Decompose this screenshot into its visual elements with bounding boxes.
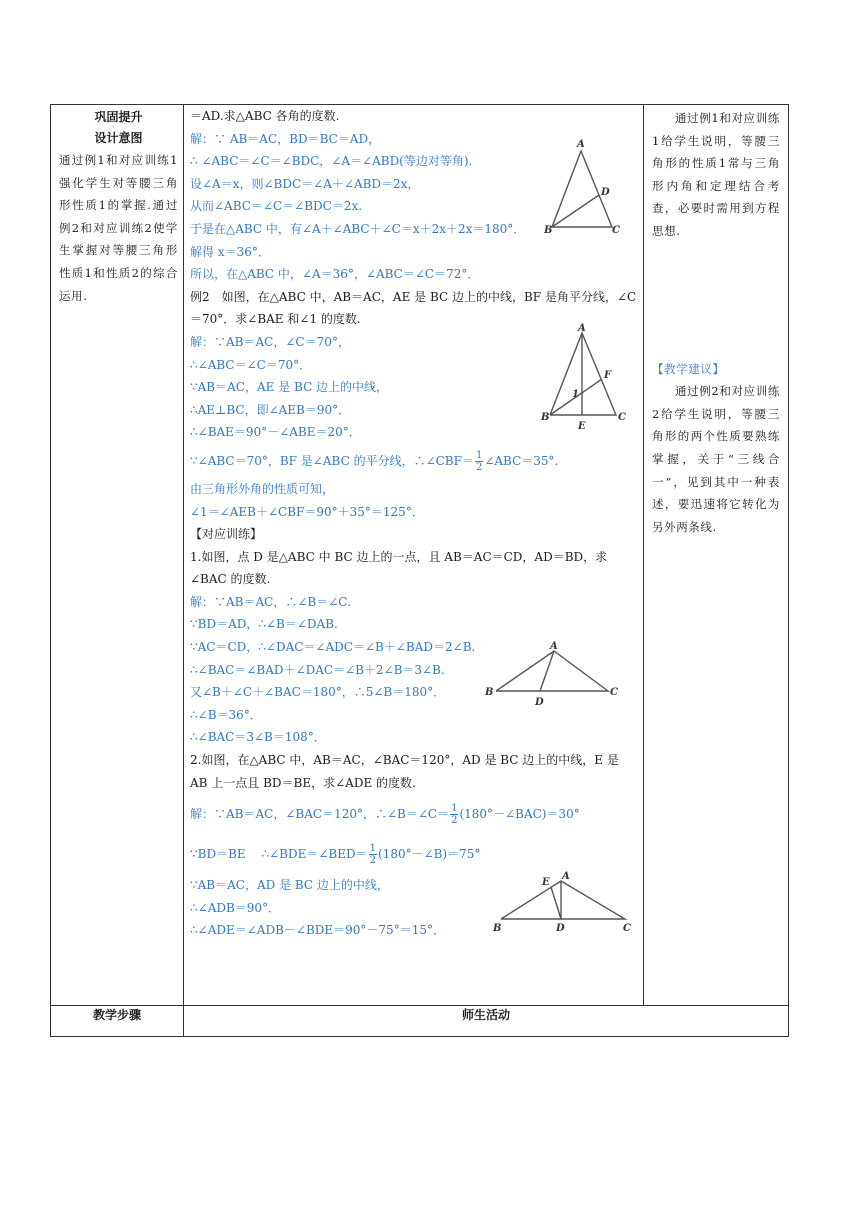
t2-line2-prefix: ∵BD＝BE ∴∠BDE＝∠BED＝ [190, 847, 368, 862]
solution-line: 解：∵ AB＝AC，BD＝BC＝AD， [190, 131, 381, 146]
fig1-label-d: D [601, 187, 610, 198]
training-1-statement: 1.如图，点 D 是△ABC 中 BC 边上的一点，且 AB＝AC＝CD，AD＝BD，求∠BAC 的度数. [190, 549, 608, 587]
solution-line: 解：∵AB＝AC，∴∠B＝∠C. [190, 594, 351, 609]
solution-line: ∵AB＝AC，AD 是 BC 边上的中线， [190, 878, 389, 893]
solution-line: 设∠A＝x，则∠BDC＝∠A＋∠ABD＝2x， [190, 176, 420, 191]
example-2-conclusion [190, 478, 639, 523]
t2-line2-suffix: (180°－∠B)＝75° [378, 847, 481, 862]
teaching-steps-header: 教学步骤 [51, 1006, 184, 1037]
fig2-label-e: E [578, 421, 586, 431]
solution-line: 又∠B＋∠C＋∠BAC＝180°，∴5∠B＝180°． [190, 685, 446, 700]
fig3-label-a: A [550, 641, 558, 652]
section-title: 巩固提升 [94, 110, 143, 124]
training-2-line-1 [190, 794, 639, 834]
teaching-suggestion-title: 【教学建议】 [652, 361, 725, 376]
t2-line1-suffix: (180°－∠BAC)＝30° [459, 807, 580, 822]
fig4-label-e: E [542, 877, 550, 888]
solution-line: ∴∠BAE＝90°－∠ABE＝20°． [190, 425, 361, 440]
solution-line: ∴ ∠ABC＝∠C＝∠BDC，∠A＝∠ABD(等边对等角). [190, 154, 473, 169]
solution-line: 解：∵AB＝AC，∠C＝70°， [190, 334, 350, 349]
solution-line: ∴∠BAC＝∠BAD＋∠DAC＝∠B＋2∠B＝3∠B. [190, 662, 445, 677]
fraction-numerator: 1 [451, 803, 458, 815]
figure-example-1 [544, 135, 624, 239]
fraction-denominator: 2 [369, 855, 376, 867]
fig1-label-a: A [577, 139, 585, 150]
fig2-label-f: F [604, 370, 612, 381]
frac-line-prefix: ∵∠ABC＝70°，BF 是∠ABC 的平分线，∴∠CBF＝ [190, 453, 474, 468]
solution-line: ∴∠BAC＝3∠B＝108°． [190, 730, 326, 745]
solution-line: 由三角形外角的性质可知， [190, 481, 335, 496]
design-intent-text: 通过例1和对应训练1强化学生对等腰三角形性质1的掌握.通过例2和对应训练2使学生掌握对等腰三角形性质1和性质2的综合运用. [59, 153, 178, 303]
example-2-fraction-line [190, 444, 639, 478]
content-cell [184, 105, 644, 1006]
fig2-label-b: B [541, 412, 550, 423]
fraction-numerator: 1 [369, 843, 376, 855]
figure-training-2 [489, 869, 639, 943]
solution-line: ∴∠ABC＝∠C＝70°． [190, 357, 312, 372]
fig3-label-d: D [535, 697, 544, 708]
solution-line: ∠1＝∠AEB＋∠CBF＝90°＋35°＝125°． [190, 504, 424, 519]
fig1-label-c: C [612, 225, 620, 235]
note-example-2: 通过例2和对应训练2给学生说明，等腰三角形的两个性质要熟练掌握，关于“三线合一”，见到其中一种表述，要迅速将它转化为另外两条线. [652, 384, 780, 534]
lesson-table [50, 104, 789, 1037]
training-2-statement: 2.如图，在△ABC 中，AB＝AC，∠BAC＝120°，AD 是 BC 边上的中线，E 是 AB 上一点且 BD＝BE，求∠ADE 的度数. [190, 753, 619, 790]
t2-line1-prefix: 解：∵AB＝AC，∠BAC＝120°，∴∠B＝∠C＝ [190, 807, 450, 822]
fig4-label-a: A [562, 871, 570, 882]
fig4-label-b: B [493, 923, 502, 934]
fig2-label-c: C [618, 412, 626, 423]
solution-line: 从而∠ABC＝∠C＝∠BDC＝2x. [190, 199, 363, 214]
notes-cell [644, 105, 789, 1006]
fig3-label-c: C [610, 687, 618, 698]
solution-line: ∵AC＝CD，∴∠DAC＝∠ADC＝∠B＋∠BAD＝2∠B. [190, 640, 476, 655]
fig2-label-a: A [578, 323, 586, 334]
design-intent-cell [51, 105, 184, 1006]
fraction-denominator: 2 [451, 815, 458, 827]
fraction-half [450, 803, 458, 826]
fig2-label-1: 1 [572, 389, 579, 400]
fig4-label-d: D [556, 923, 565, 934]
teacher-student-activity-header: 师生活动 [184, 1006, 789, 1037]
fig1-label-b: B [544, 225, 553, 235]
fig4-label-c: C [623, 923, 631, 934]
example-2-statement: 例2 如图，在△ABC 中，AB＝AC，AE 是 BC 边上的中线，BF 是角平分线，∠C＝70°．求∠BAE 和∠1 的度数. [190, 289, 637, 327]
fraction-denominator: 2 [475, 461, 483, 473]
figure-example-2 [540, 321, 630, 435]
solution-line: 所以，在△ABC 中，∠A＝36°，∠ABC＝∠C＝72°． [190, 267, 480, 282]
solution-line: ∴∠B＝36°． [190, 707, 262, 722]
solution-line: ∴∠ADB＝90°． [190, 900, 281, 915]
fraction-half [475, 450, 483, 473]
fraction-half [369, 843, 377, 866]
frac-line-suffix: ∠ABC＝35°. [484, 453, 559, 468]
solution-line: ∵AB＝AC，AE 是 BC 边上的中线， [190, 380, 389, 395]
solution-line: ∴AE⊥BC，即∠AEB＝90°． [190, 402, 351, 417]
solution-line: ＝AD.求△ABC 各角的度数. [190, 109, 340, 123]
fig3-label-b: B [485, 687, 494, 698]
training-title: 【对应训练】 [190, 527, 263, 542]
note-example-1: 通过例1和对应训练1给学生说明，等腰三角形的性质1常与三角形内角和定理结合考查，必要时需用到方程思想. [652, 111, 780, 238]
solution-line: ∴∠ADE＝∠ADB－∠BDE＝90°－75°＝15°． [190, 923, 445, 938]
lesson-table-wrapper [50, 104, 788, 1037]
section-subtitle: 设计意图 [94, 131, 143, 145]
solution-line: 于是在△ABC 中，有∠A＋∠ABC＋∠C＝x＋2x＋2x＝180°． [190, 221, 526, 236]
solution-line: 解得 x＝36°． [190, 244, 270, 259]
solution-line: ∵BD＝AD，∴∠B＝∠DAB. [190, 617, 338, 632]
figure-training-1 [484, 639, 624, 713]
fraction-numerator: 1 [475, 449, 483, 461]
